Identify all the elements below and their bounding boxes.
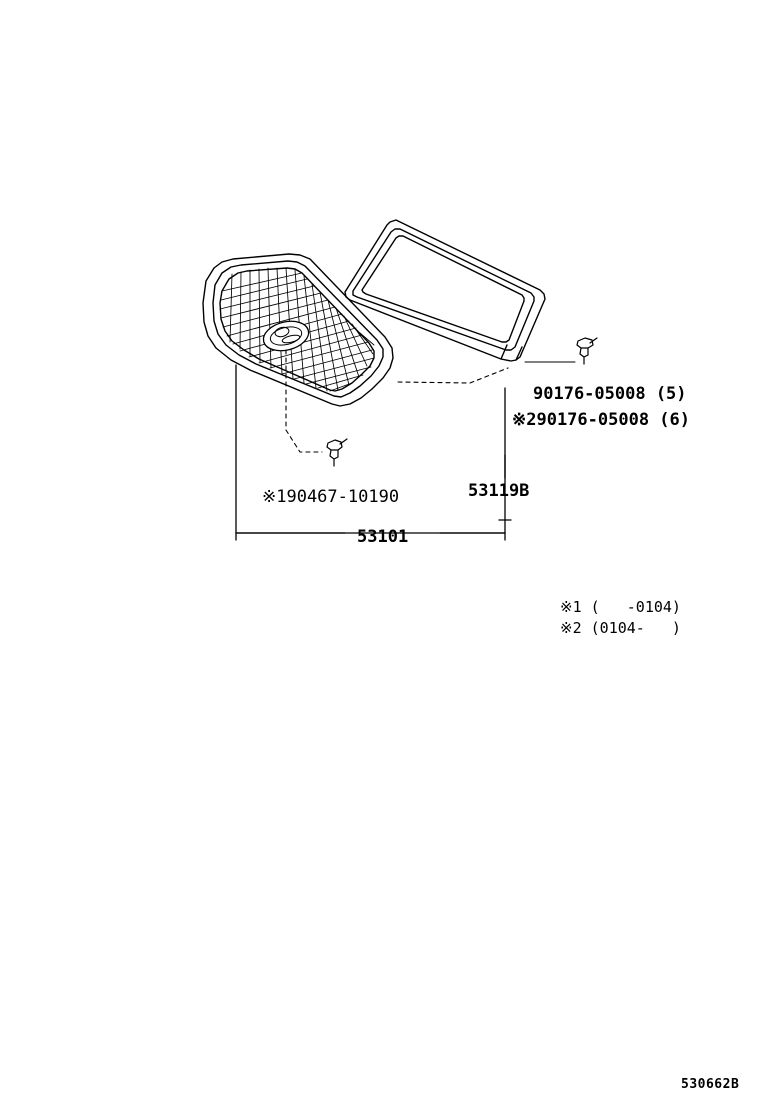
footnote-2: ※2 (0104- ) bbox=[560, 619, 681, 637]
diagram-code: 530662B bbox=[681, 1077, 740, 1092]
grille-moulding-frame bbox=[345, 220, 545, 361]
footnote-1: ※1 ( -0104) bbox=[560, 598, 681, 616]
bracket-53101 bbox=[236, 365, 505, 540]
fastener-90176 bbox=[577, 338, 597, 364]
part-label-53101: 53101 bbox=[357, 527, 409, 547]
part-label-90176: 90176-05008 (5) bbox=[533, 384, 687, 404]
fastener-190467 bbox=[327, 439, 347, 466]
part-label-53119b: 53119B bbox=[468, 481, 530, 501]
radiator-grille bbox=[203, 254, 393, 406]
part-label-190467: ※190467-10190 bbox=[262, 487, 400, 507]
part-label-290176: ※290176-05008 (6) bbox=[512, 410, 691, 430]
